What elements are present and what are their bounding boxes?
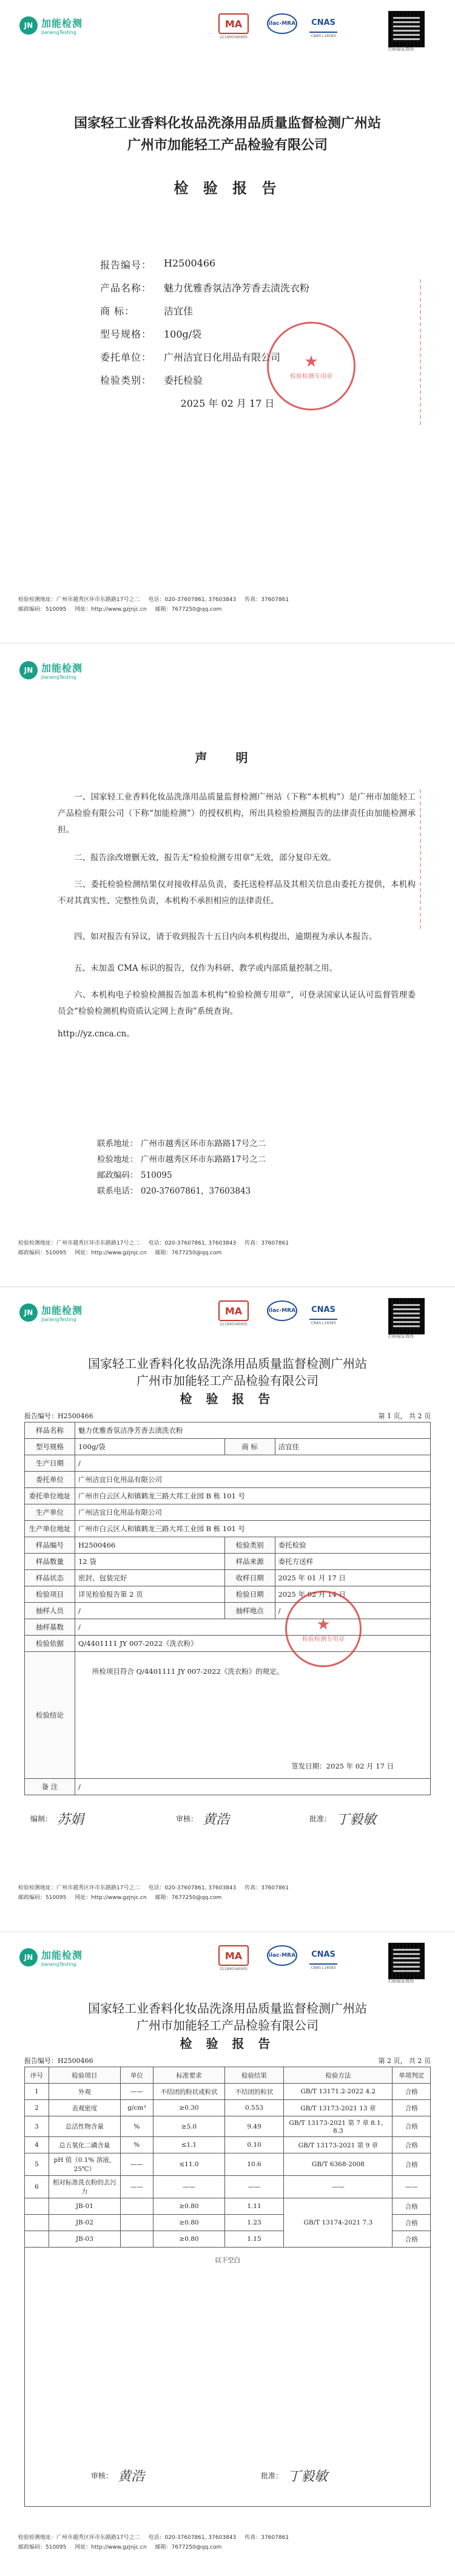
table-row: 抽样人员 / 抽样地点 / <box>25 1603 431 1619</box>
qr-code-icon <box>388 1298 425 1334</box>
ilac-logo-icon: ilac-MRA <box>267 13 297 34</box>
table-row: 委托单位 广州洁宜日化用品有限公司 <box>25 1472 431 1488</box>
statement-para-1: 一、国家轻工业香料化妆品洗涤用品质量监督检测广州站（下称“本机构”）是广州市加能轻工产品检验有限公司（下称“加能检测”）的授权机构，所出具检验检测报告的法律责任由加能检测承担。 <box>58 792 416 835</box>
cma-cert: MA 211900340005 <box>218 1300 249 1327</box>
table-row: 检验依据 Q/4401111 JY 007-2022《洗衣粉》 <box>25 1636 431 1652</box>
statement-para-6: 六、本机构电子检验检测报告加盖本机构“检验检测专用章”，可登录国家认证认可监督管理委员会“检验检测机构资质认定网上查询”系统查询。 <box>58 990 416 1016</box>
company-logo <box>19 16 83 35</box>
official-stamp: ★ 检验检测专用章 <box>267 322 356 410</box>
field-client: 委托单位： 广州洁宜日化用品有限公司 <box>100 352 281 363</box>
footer-line-2: 邮政编码：510095 网址：http://www.gzjnjc.cn 邮箱：7677250@qq.com <box>18 1895 222 1901</box>
sign-approved: 批准： 丁毅敏 <box>309 1812 377 1827</box>
org-name-2: 广州市加能轻工产品检验有限公司 <box>127 137 328 153</box>
footer-line-1: 检验检测地址：广州市越秀区环市东路路17号之二 电话：020-37607861, 37603843 传真：37607861 <box>18 1240 289 1246</box>
logo-en: JianengTesting <box>41 30 76 35</box>
stamp-star-icon: ★ <box>304 352 318 371</box>
logo-mark-icon: JN <box>19 661 38 679</box>
qr-caption: 扫码验证真伪 <box>388 47 414 52</box>
cnas-logo-icon: CNAS <box>309 13 337 33</box>
company-logo: JN 加能检测 JianengTesting <box>19 1948 83 1967</box>
ilac-cert <box>267 13 297 34</box>
info-table <box>24 1422 431 1795</box>
field-spec: 型号规格： 100g/袋 <box>100 328 202 340</box>
cnas-number: CNAS L16583 <box>311 34 336 38</box>
table-row: 样品名称 魅力优雅香氛洁净芳香去渍洗衣粉 <box>25 1422 431 1439</box>
field-report-no: 报告编号： H2500466 <box>100 257 216 271</box>
table-row: 3 总活性物含量 % ≥5.0 9.49 GB/T 13173-2021 第 7 章 8.1、8.3 合格 <box>25 2116 431 2137</box>
company-logo: JN 加能检测 JianengTesting <box>19 661 83 680</box>
cnas-cert: CNAS CNAS L16583 <box>309 1945 337 1970</box>
statement-para-5: 五、未加盖 CMA 标识的报告，仅作为科研、教学或内部质量控制之用。 <box>74 963 337 973</box>
field-product-name: 产品名称： 魅力优雅香氛洁净芳香去渍洗衣粉 <box>100 282 310 294</box>
sign-prepared: 编制： 苏娟 <box>30 1812 84 1827</box>
org-name-2: 广州市加能轻工产品检验有限公司 <box>136 1373 318 1388</box>
footer-line-1: 检验检测地址：广州市越秀区环市东路路17号之二 电话：020-37607861, 37603843 传真：37607861 <box>18 597 289 603</box>
footer-line-2: 邮政编码：510095 网址：http://www.gzjnjc.cn 邮箱：7677250@qq.com <box>18 2544 222 2551</box>
table-row: JB-02 ≥0.80 1.23 合格 <box>25 2215 431 2231</box>
table-row: JB-01 ≥0.80 1.11 GB/T 13174-2021 7.3 合格 <box>25 2198 431 2215</box>
org-name-1: 国家轻工业香料化妆品洗涤用品质量监督检测广州站 <box>88 2001 367 2016</box>
cover-date: 2025 年 02 月 17 日 <box>180 398 275 409</box>
cma-number: 211900340005 <box>220 35 248 39</box>
table-row: 检验结论 所检项目符合 Q/4401111 JY 007-2022《洗衣粉》的规定。 签发日期：2025 年 02 月 17 日 <box>25 1652 431 1779</box>
results-table <box>24 2067 431 2507</box>
report-results-page: JN 加能检测 JianengTesting MA 211900340005 ilac-MRA CNAS CNAS L16583 扫码验证真伪 国家轻工业香料化妆品洗涤用品质量监督检测广州站 广州市加能轻工产品检验有限公司 检 验 报 告 报告编号：H2500466 第 2 页， 共 2 页 序号 检验项目 单位 标准要求 检验结果 检验方法 单项判定 1 外观 —— 不结团的粉状或粒状 不结团的粒状 GB/T 13171.2-2022 4.2 合格 2 表观密度 g/cm³ ≥0.30 0.553 GB/T 13173-2021 13 章 合格 3 总活性物含量 % ≥5.0 9.49 GB/T 13173-2021 第 7 章 8.1、8.3 合格 4 总五氧化二磷含量 % ≤1.1 0.10 GB/T 13173-2021 第 9 章 合格 5 pH 值（0.1% 溶液，25℃） —— ≤11.0 10.6 GB/T 6368-2008 合格 6 相对标准洗衣粉的去污力 —— —— —— —— —— JB-01 ≥0.80 1.11 GB/T 13174-2021 7.3 合格 JB-02 ≥0.80 1.23 合格 JB-03 ≥0.80 1.15 合格 以下空白 审核： 黄浩 批准： 丁毅敏 检验检测地址：广州市越秀区环市东路路17号之二 电话：020-37607861, 37603843 传真：37607861 邮政编码：510095 网址：http://www.gzjnjc.cn 邮箱：7677250@qq.com <box>0 1932 455 2576</box>
table-row: 5 pH 值（0.1% 溶液，25℃） —— ≤11.0 10.6 GB/T 6368-2008 合格 <box>25 2153 431 2176</box>
footer-line-1: 检验检测地址：广州市越秀区环市东路路17号之二 电话：020-37607861, 37603843 传真：37607861 <box>18 2535 289 2541</box>
cnas-cert <box>309 13 337 38</box>
table-row <box>25 2248 431 2507</box>
contact-postcode: 邮政编码： 510095 <box>97 1171 172 1180</box>
logo-mark-icon: JN <box>19 1948 38 1966</box>
stamp-star-icon: ★ <box>316 1615 331 1634</box>
logo-cn: 加能检测 <box>41 18 83 29</box>
page-seal <box>420 789 455 929</box>
cnas-cert: CNAS CNAS L16583 <box>309 1300 337 1325</box>
table-row: 检验项目 详见检验报告第 2 页 检验日期 2025 年 02 月 14 日 <box>25 1586 431 1603</box>
ilac-cert: ilac-MRA <box>267 1945 297 1966</box>
cover-page <box>0 0 455 644</box>
table-row: 6 相对标准洗衣粉的去污力 —— —— —— —— —— <box>25 2176 431 2198</box>
report-title: 检 验 报 告 <box>174 179 281 197</box>
statement-para-2: 二、报告涂改增删无效，报告无“检验检测专用章”无效，部分复印无效。 <box>74 853 337 863</box>
cma-logo-icon: MA <box>218 13 249 34</box>
cma-cert <box>218 13 249 39</box>
field-test-type: 检验类别： 委托检验 <box>100 375 203 386</box>
statement-para-4: 四、如对报告有异议，请于收到报告十五日内向本机构提出，逾期视为承认本报告。 <box>74 932 377 942</box>
footer-line-2: 邮政编码：510095 网址：http://www.gzjnjc.cn 邮箱：7677250@qq.com <box>18 1250 222 1256</box>
table-row: 2 表观密度 g/cm³ ≥0.30 0.553 GB/T 13173-2021 13 章 合格 <box>25 2100 431 2116</box>
conclusion-text: 所检项目符合 Q/4401111 JY 007-2022《洗衣粉》的规定。 <box>92 1667 284 1676</box>
company-logo: JN 加能检测 JianengTesting <box>19 1303 83 1322</box>
blank-marker: 以下空白 <box>215 2257 240 2264</box>
org-name-1: 国家轻工业香料化妆品洗涤用品质量监督检测广州站 <box>88 1356 367 1371</box>
footer-line-2: 邮政编码：510095 网址：http://www.gzjnjc.cn 邮箱：7677250@qq.com <box>18 607 222 613</box>
table-row: 生产日期 / <box>25 1455 431 1472</box>
issue-date: 签发日期：2025 年 02 月 17 日 <box>291 1762 394 1770</box>
statement-url: http://yz.cnca.cn。 <box>58 1029 135 1039</box>
table-row: JB-03 ≥0.80 1.15 合格 <box>25 2231 431 2248</box>
table-header-row: 序号 检验项目 单位 标准要求 检验结果 检验方法 单项判定 <box>25 2067 431 2084</box>
footer-line-1: 检验检测地址：广州市越秀区环市东路路17号之二 电话：020-37607861, 37603843 传真：37607861 <box>18 1885 289 1891</box>
report-title: 检 验 报 告 <box>180 1392 275 1406</box>
table-row: 样品编号 H2500466 检验类别 委托检验 <box>25 1537 431 1554</box>
qr-code-icon <box>388 1943 425 1979</box>
statement-title: 声 明 <box>195 750 260 765</box>
table-row: 抽样基数 / <box>25 1619 431 1636</box>
org-name-1: 国家轻工业香料化妆品洗涤用品质量监督检测广州站 <box>73 115 381 131</box>
sign-reviewed: 审核： 黄浩 <box>176 1812 230 1827</box>
table-row: 4 总五氧化二磷含量 % ≤1.1 0.10 GB/T 13173-2021 第 9 章 合格 <box>25 2137 431 2153</box>
official-stamp: ★ 检验检测专用章 <box>285 1591 362 1667</box>
report-title: 检 验 报 告 <box>180 2036 275 2051</box>
table-row: 备 注 / <box>25 1779 431 1795</box>
ilac-cert: ilac-MRA <box>267 1300 297 1321</box>
statement-para-3: 三、委托检验检测结果仅对接收样品负责，委托送检样品及其相关信息由委托方提供，本机构不对其真实性、完整性负责，本机构不承担相应的法律责任。 <box>58 880 416 906</box>
report-meta: 报告编号：H2500466 第 2 页， 共 2 页 <box>24 2057 431 2065</box>
table-row: 委托单位地址 广州市白云区人和镇鹤龙三路大邦工业园 B 栋 101 号 <box>25 1488 431 1504</box>
sign-reviewed: 审核： 黄浩 <box>91 2469 145 2484</box>
table-row: 样品数量 12 袋 样品来源 委托方送样 <box>25 1554 431 1570</box>
contact-address: 联系地址： 广州市越秀区环市东路路17号之二 <box>97 1139 266 1149</box>
logo-mark-icon: JN <box>19 16 38 35</box>
field-brand: 商 标： 洁宜佳 <box>100 305 194 317</box>
qr-code-icon <box>388 11 425 47</box>
table-row: 型号规格 100g/袋 商 标 洁宜佳 <box>25 1439 431 1455</box>
sign-approved: 批准： 丁毅敏 <box>261 2469 328 2484</box>
report-info-page: JN 加能检测 JianengTesting MA 211900340005 ilac-MRA CNAS CNAS L16583 扫码验证真伪 国家轻工业香料化妆品洗涤用品质量监督检测广州站 广州市加能轻工产品检验有限公司 检 验 报 告 报告编号：H2500466 第 1 页， 共 2 页 样品名称 魅力优雅香氛洁净芳香去渍洗衣粉 型号规格 100g/袋 商 标 洁宜佳 生产日期 / 委托单位 广州洁宜日化用品有限公司 委托单位地址 广州市白云区人和镇鹤龙三路大邦工业园 B 栋 101 号 生产单位 广州洁宜日化用品有限公司 生产单位地址 广州市白云区人和镇鹤龙三路大邦工业园 B 栋 101 号 样品编号 H2500466 检验类别 委托检验 样品数量 12 袋 样品来源 委托方送样 样品状态 密封、包装完好 收样日期 2025 年 01 月 17 日 检验项目 详见检验报告第 2 页 检验日期 2025 年 02 月 14 日 抽样人员 / 抽样地点 / 抽样基数 / 检验依据 Q/4401111 JY 007-2022《洗衣粉》 检验结论 所检项目符合 Q/4401111 JY 007-2022《洗衣粉》的规定。 签发日期：2025 年 02 月 17 日 备 注 / ★ 检验检测专用章 编制： 苏娟 审核： 黄浩 批准： 丁毅敏 检验检测地址：广州市越秀区环市东路路17号之二 电话：020-37607861, 37603843 传真：37607861 邮政编码：510095 网址：http://www.gzjnjc.cn 邮箱：7677250@qq.com <box>0 1287 455 1932</box>
table-row: 生产单位地址 广州市白云区人和镇鹤龙三路大邦工业园 B 栋 101 号 <box>25 1521 431 1537</box>
org-name-2: 广州市加能轻工产品检验有限公司 <box>136 2018 318 2033</box>
table-row: 1 外观 —— 不结团的粉状或粒状 不结团的粒状 GB/T 13171.2-2022 4.2 合格 <box>25 2084 431 2100</box>
logo-mark-icon: JN <box>19 1303 38 1322</box>
table-row: 样品状态 密封、包装完好 收样日期 2025 年 01 月 17 日 <box>25 1570 431 1586</box>
contact-test-address: 检验地址： 广州市越秀区环市东路路17号之二 <box>97 1155 266 1164</box>
report-meta: 报告编号：H2500466 第 1 页， 共 2 页 <box>24 1412 431 1420</box>
contact-phone: 联系电话： 020-37607861，37603843 <box>97 1186 251 1196</box>
cma-cert: MA 211900340005 <box>218 1945 249 1971</box>
table-row: 生产单位 广州洁宜日化用品有限公司 <box>25 1504 431 1521</box>
